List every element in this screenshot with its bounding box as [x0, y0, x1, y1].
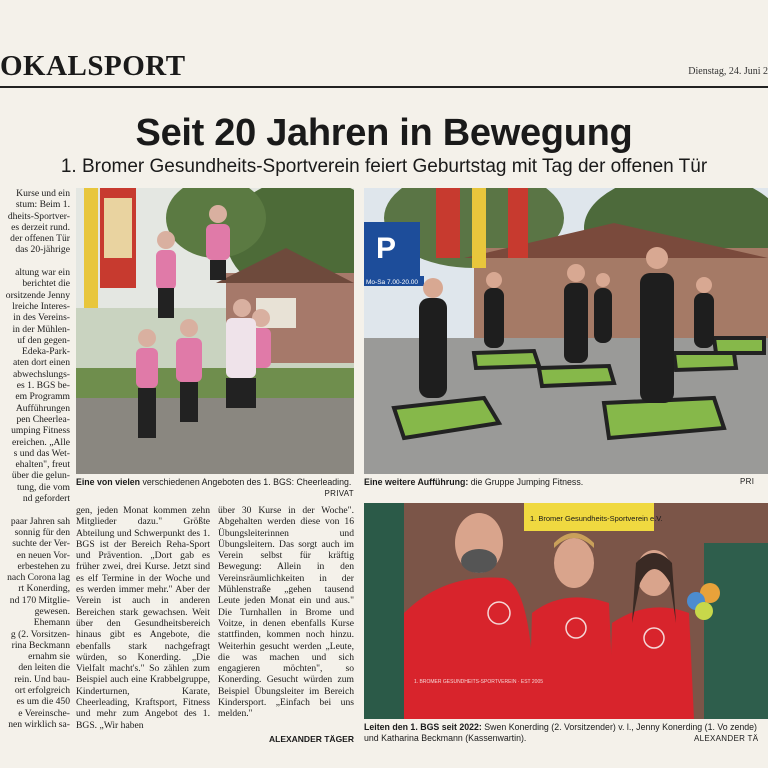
header-rule: [0, 86, 768, 88]
photo-cheerleading-image: [76, 188, 354, 474]
column-1-line: den leiten die: [18, 662, 70, 674]
column-1-line: em Programm: [15, 391, 70, 403]
column-1-line: rina Beckmann: [11, 639, 70, 651]
club-banner-text: 1. Bromer Gesundheits-Sportverein e.V.: [530, 514, 663, 523]
column-1-line: es um die 450: [16, 696, 70, 708]
section-title: OKALSPORT: [0, 50, 186, 82]
caption-bold: Eine weitere Aufführung:: [364, 477, 469, 487]
column-1-line: berichtet die: [22, 278, 70, 290]
column-1-line: pen Cheerlea-: [16, 413, 70, 425]
column-1-line: [0, 256, 70, 267]
article-column-3: [218, 505, 354, 733]
shirt-print: 1. BROMER GESUNDHEITS-SPORTVEREIN · EST 2005: [414, 679, 544, 685]
column-1-line: ort erfolgreich: [14, 685, 70, 697]
column-1-line: nen wirklich sa-: [8, 718, 70, 730]
column-1-line: e Vereinsche-: [18, 707, 70, 719]
column-1-line: rein. Und bau-: [14, 673, 70, 685]
column-1-line: sonnig für den: [14, 526, 70, 538]
article-column-1: [0, 188, 70, 748]
caption-bold: Eine von vielen: [76, 477, 141, 487]
column-1-line: en neuen Vor-: [16, 549, 70, 561]
column-1-line: aten dort einen: [12, 357, 70, 369]
photo-jumping-caption: [364, 477, 704, 488]
article-column-2: [76, 505, 210, 745]
article-headline: Seit 20 Jahren in Bewegung: [135, 112, 633, 154]
column-1-line: uf den gegen-: [17, 334, 70, 346]
photo-jumping-credit: PRI: [740, 477, 755, 486]
photo-cheerleading-credit: PRIVAT: [324, 489, 354, 498]
column-1-line: s und das Wet-: [13, 447, 70, 459]
photo-club-leaders: [364, 503, 768, 719]
column-1-line: in der Mühlen-: [12, 323, 70, 335]
column-3-text: über 30 Kurse in der Woche". Abgehalten werden diese von 16 Übungsleiterinnen und Übungsleitern. Das sorgt auch im Verein selbst für kräftig Bewegung: Allein in den Vereinsräumlichkeiten in der Mühlenstraße „gehen tausend Leute jeden Monat ein und aus." Die Turnhallen in Brome und Voitze, in denen ebenfalls Kurse stattfinden, kommen noch hinzu. Weiterhin gesucht werden „Leute, die was machen und sich engagieren möchten", so Konerding. Gesucht würden zum Beispiel Übungsleiter im Bereich Kindersport. „Einfach bei uns melden.": [218, 505, 354, 720]
column-1-line: Kurse und ein: [16, 188, 70, 199]
photo-jumping-fitness: [364, 188, 768, 474]
column-1-line: suchte der Ver-: [12, 538, 70, 550]
column-1-line: nd gefordert: [22, 493, 70, 505]
article-subhead: 1. Bromer Gesundheits-Sportverein feiert Geburtstag mit Tag der offenen Tür: [60, 156, 708, 177]
caption-text: verschiedenen Angeboten des 1. BGS: Cheerleading.: [140, 477, 352, 487]
column-1-line: dheits-Sportver-: [7, 210, 70, 222]
column-1-line: umping Fitness: [11, 425, 70, 437]
article-author: ALEXANDER TÄGER: [268, 734, 354, 744]
column-1-line: Edeka-Park-: [22, 346, 70, 358]
store-sign-letter: P: [376, 232, 397, 265]
column-1-line: orsitzende Jenny: [5, 289, 70, 301]
column-1-line: nd 170 Mitglie-: [9, 594, 70, 606]
photo-cheerleading: [76, 188, 354, 474]
column-1-line: ehalten", freut: [15, 459, 70, 471]
column-2-text: gen, jeden Monat kommen zehn Mitglieder dazu." Größte Abteilung und Schwerpunkt des 1. BGS ist der Bereich Reha-Sport und Prävention. „Dort gab es früher zwei, drei Kurse. Jetzt sind es elf Termine in der Woche und es werden immer mehr." Aber der Verein ist auch in anderen Bereichen stark gewachsen. Weit über den Gesundheitsbereich hinaus gibt es Angebote, die ebenfalls stark nachgefragt würden, so Konerding. „Die Vielfalt macht's." So zählen zum Beispiel auch eine Krabbelgruppe, Kinderturnen, Karate, Cheerleading, Kraftsport, Fitness und mehr zum Angebot des 1. BGS. „Wir haben: [76, 505, 210, 731]
column-1-line: es derzeit rund.: [11, 221, 70, 233]
column-1-line: stum: Beim 1.: [15, 199, 70, 211]
column-1-line: ernahm sie: [28, 651, 70, 663]
column-1-line: ereichen. „Alle: [11, 436, 70, 448]
photo-leaders-credit: ALEXANDER TÄ: [694, 734, 759, 743]
column-1-line: das 20-jährige: [15, 244, 70, 256]
column-1-line: Aufführungen: [15, 402, 70, 414]
column-1-line: rt Konerding,: [18, 583, 70, 595]
column-1-line: lreiche Interes-: [12, 300, 70, 312]
column-1-line: [0, 504, 70, 515]
photo-club-leaders-image: [364, 503, 768, 719]
column-1-line: erbestehen zu: [17, 560, 70, 572]
store-sign-hours: Mo-Sa 7.00-20.00: [366, 279, 419, 286]
column-1-line: es 1. BGS be-: [16, 380, 70, 392]
photo-jumping-fitness-image: [364, 188, 768, 474]
column-1-line: gewesen. Ehemann: [33, 605, 70, 629]
column-1-line: g (2. Vorsitzen-: [10, 628, 70, 640]
column-1-line: nach Corona lag: [7, 572, 70, 584]
caption-text: die Gruppe Jumping Fitness.: [468, 477, 584, 487]
column-1-line: in des Vereins-: [13, 312, 70, 324]
caption-text: Swen Konerding (2. Vorsitzender) v. l., Jenny Konerding (1. Vo zende) und Katharina Beckmann (Kassenwartin).: [364, 722, 757, 743]
column-1-line: paar Jahren sah: [10, 515, 70, 527]
column-1-line: altung war ein: [15, 267, 70, 279]
column-1-line: der offenen Tür: [10, 233, 70, 245]
column-1-line: tung, die vom: [16, 481, 70, 493]
column-1-line: über die gelun-: [11, 470, 70, 482]
issue-date: Dienstag, 24. Juni 2: [688, 66, 768, 77]
caption-bold: Leiten den 1. BGS seit 2022:: [364, 722, 482, 732]
photo-cheerleading-caption: [76, 477, 354, 488]
column-1-line: abwechslungs-: [12, 368, 70, 380]
